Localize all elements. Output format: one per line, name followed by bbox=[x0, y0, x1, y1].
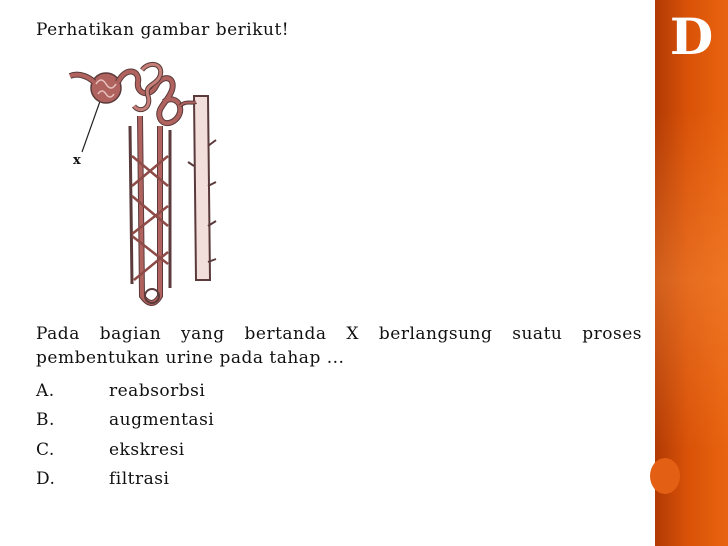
option-letter: A. bbox=[36, 380, 55, 401]
option-text: ekskresi bbox=[109, 439, 185, 460]
loop-of-henle bbox=[130, 116, 170, 303]
option-letter: D. bbox=[36, 469, 56, 490]
decorative-circle bbox=[650, 458, 680, 494]
option-text: reabsorbsi bbox=[109, 380, 206, 401]
collecting-duct bbox=[180, 96, 216, 280]
question-line-2: pembentukan urine pada tahap ... bbox=[36, 348, 345, 368]
prompt-text: Perhatikan gambar berikut! bbox=[36, 20, 290, 40]
nephron-diagram bbox=[60, 56, 230, 318]
marker-label: x bbox=[73, 153, 81, 168]
question-line-1: Pada bagian yang bertanda X berlangsung suatu proses bbox=[36, 324, 642, 344]
option-text: augmentasi bbox=[109, 410, 215, 431]
option-c[interactable] bbox=[36, 435, 214, 465]
side-band-glow bbox=[655, 110, 728, 450]
option-letter: B. bbox=[36, 410, 55, 431]
glomerulus bbox=[70, 73, 121, 103]
option-b[interactable] bbox=[36, 406, 214, 436]
option-letter: C. bbox=[36, 439, 55, 460]
answer-options bbox=[36, 376, 214, 494]
option-text: filtrasi bbox=[109, 469, 170, 490]
answer-key-letter: D bbox=[669, 7, 714, 66]
option-a[interactable] bbox=[36, 376, 214, 406]
option-d[interactable] bbox=[36, 465, 214, 495]
convoluted-tubule bbox=[118, 64, 180, 123]
